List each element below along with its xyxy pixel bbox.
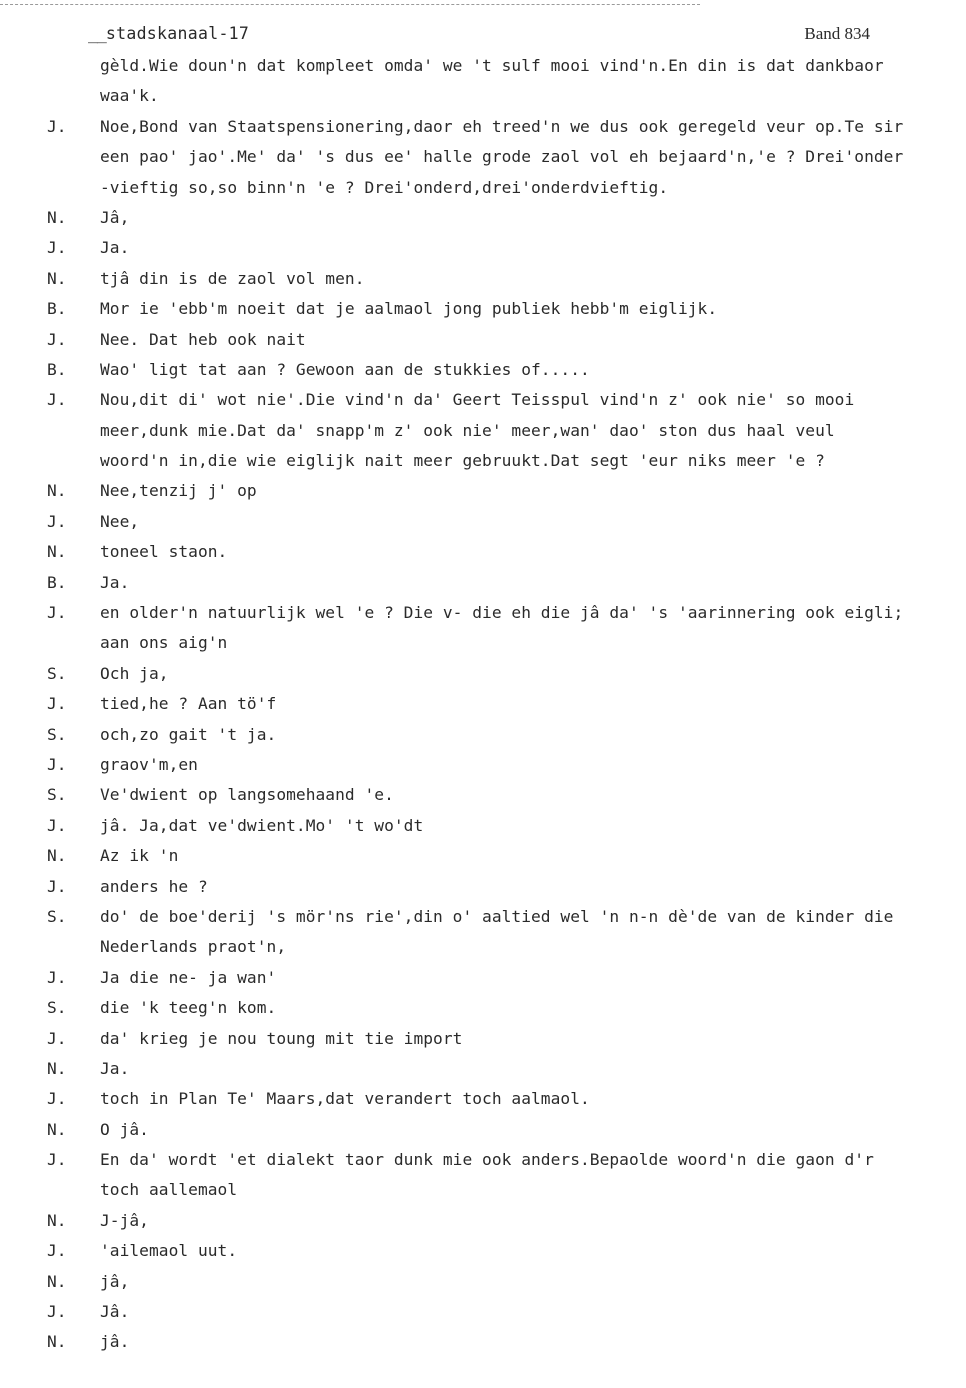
transcript-line	[0, 750, 966, 780]
utterance-text: Nee. Dat heb ook nait	[100, 329, 306, 349]
speaker-label: N.	[47, 207, 67, 227]
utterance-text: en older'n natuurlijk wel 'e ? Die v- die eh die jâ da' 's 'aarinnering ook eigli;	[100, 603, 904, 623]
transcript-line	[0, 507, 966, 537]
transcript-line	[0, 1267, 966, 1297]
utterance-text: aan ons aig'n	[100, 633, 228, 653]
transcript-line	[0, 1175, 966, 1205]
speaker-label: J.	[47, 1241, 67, 1261]
utterance-text: da' krieg je nou toung mit tie import	[100, 1028, 463, 1048]
utterance-text: 'ailemaol uut.	[100, 1241, 238, 1261]
transcript-line	[0, 1327, 966, 1357]
speaker-label: S.	[47, 785, 67, 805]
transcript-line	[0, 932, 966, 962]
speaker-label: N.	[47, 1210, 67, 1230]
transcript-line	[0, 1054, 966, 1084]
transcript-line	[0, 537, 966, 567]
transcript-line	[0, 142, 966, 172]
transcript-line	[0, 233, 966, 263]
utterance-text: -vieftig so,so binn'n 'e ? Drei'onderd,drei'onderdvieftig.	[100, 177, 669, 197]
speaker-label: B.	[47, 572, 67, 592]
speaker-label: N.	[47, 1271, 67, 1291]
speaker-label: J.	[47, 329, 67, 349]
transcript-line	[0, 1145, 966, 1175]
utterance-text: graov'm,en	[100, 754, 198, 774]
utterance-text: En da' wordt 'et dialekt taor dunk mie ook anders.Bepaolde woord'n die gaon d'r	[100, 1150, 874, 1170]
speaker-label: J.	[47, 116, 67, 136]
header-tape-id: __stadskanaal-17	[88, 24, 250, 43]
speaker-label: J.	[47, 694, 67, 714]
header-tape-id-text: stadskanaal-17	[105, 24, 250, 43]
speaker-label: J.	[47, 815, 67, 835]
utterance-text: Nou,dit di' wot nie'.Die vind'n da' Geert Teisspul vind'n z' ook nie' so mooi	[100, 390, 855, 410]
transcript-line	[0, 355, 966, 385]
utterance-text: Noe,Bond van Staatspensionering,daor eh treed'n we dus ook geregeld veur op.Te sir	[100, 116, 904, 136]
transcript-line	[0, 811, 966, 841]
speaker-label: S.	[47, 906, 67, 926]
utterance-text: Mor ie 'ebb'm noeit dat je aalmaol jong publiek hebb'm eiglijk.	[100, 299, 718, 319]
speaker-label: N.	[47, 268, 67, 288]
utterance-text: Nee,	[100, 511, 140, 531]
utterance-text: Och ja,	[100, 663, 169, 683]
transcript-line	[0, 689, 966, 719]
transcript-line	[0, 628, 966, 658]
utterance-text: Wao' ligt tat aan ? Gewoon aan de stukkies of.....	[100, 359, 590, 379]
speaker-label: N.	[47, 481, 67, 501]
utterance-text: Ja.	[100, 1058, 130, 1078]
transcript-line	[0, 203, 966, 233]
utterance-text: meer,dunk mie.Dat da' snapp'm z' ook nie' meer,wan' dao' ston dus haal veul	[100, 420, 835, 440]
transcript-line	[0, 112, 966, 142]
utterance-text: tied,he ? Aan tö'f	[100, 694, 277, 714]
utterance-text: woord'n in,die wie eiglijk nait meer gebruukt.Dat segt 'eur niks meer 'e ?	[100, 451, 825, 471]
transcript-line	[0, 446, 966, 476]
speaker-label: J.	[47, 876, 67, 896]
utterance-text: een pao' jao'.Me' da' 's dus ee' halle grode zaol vol eh bejaard'n,'e ? Drei'onder	[100, 147, 904, 167]
transcript-line	[0, 385, 966, 415]
transcript-line	[0, 659, 966, 689]
utterance-text: tjâ din is de zaol vol men.	[100, 268, 365, 288]
transcript-line	[0, 294, 966, 324]
speaker-label: B.	[47, 359, 67, 379]
transcript-line	[0, 325, 966, 355]
transcript-line	[0, 780, 966, 810]
utterance-text: toch aallemaol	[100, 1180, 238, 1200]
transcript-line	[0, 51, 966, 81]
utterance-text: gèld.Wie doun'n dat kompleet omda' we 't sulf mooi vind'n.En din is dat dankbaor	[100, 56, 884, 75]
utterance-text: Jâ.	[100, 1302, 130, 1322]
transcript-line	[0, 81, 966, 111]
speaker-label: S.	[47, 663, 67, 683]
speaker-label: J.	[47, 603, 67, 623]
transcript-line	[0, 1115, 966, 1145]
utterance-text: jâ. Ja,dat ve'dwient.Mo' 't wo'dt	[100, 815, 424, 835]
utterance-text: toneel staon.	[100, 542, 228, 562]
utterance-text: do' de boe'derij 's mör'ns rie',din o' aaltied wel 'n n-n dè'de van de kinder die	[100, 906, 894, 926]
transcript-line	[0, 963, 966, 993]
speaker-label: J.	[47, 511, 67, 531]
speaker-label: J.	[47, 1150, 67, 1170]
speaker-label: N.	[47, 1332, 67, 1352]
speaker-label: N.	[47, 846, 67, 866]
utterance-text: waa'k.	[100, 86, 159, 106]
transcript-line	[0, 1084, 966, 1114]
utterance-text: jâ.	[100, 1332, 130, 1352]
transcript-line	[0, 1297, 966, 1327]
transcript-line	[0, 872, 966, 902]
transcript-line	[0, 264, 966, 294]
speaker-label: J.	[47, 1028, 67, 1048]
top-scan-rule	[0, 4, 700, 5]
transcript-line	[0, 416, 966, 446]
speaker-label: S.	[47, 724, 67, 744]
utterance-text: J-jâ,	[100, 1210, 149, 1230]
transcript-line	[0, 1206, 966, 1236]
utterance-text: Ja.	[100, 572, 130, 592]
transcript-line	[0, 993, 966, 1023]
speaker-label: J.	[47, 967, 67, 987]
utterance-text: Jâ,	[100, 207, 130, 227]
speaker-label: J.	[47, 754, 67, 774]
speaker-label: J.	[47, 1302, 67, 1322]
speaker-label: N.	[47, 542, 67, 562]
transcript-line	[0, 841, 966, 871]
page-header	[88, 20, 870, 48]
speaker-label: J.	[47, 238, 67, 258]
transcript-line	[0, 173, 966, 203]
header-band-number: Band 834	[804, 24, 870, 43]
speaker-label: N.	[47, 1119, 67, 1139]
speaker-label: B.	[47, 299, 67, 319]
transcript-line	[0, 1024, 966, 1054]
transcript-body	[0, 51, 966, 1358]
transcript-line	[0, 598, 966, 628]
utterance-text: Nederlands praot'n,	[100, 937, 287, 957]
utterance-text: O jâ.	[100, 1119, 149, 1139]
utterance-text: toch in Plan Te' Maars,dat verandert toch aalmaol.	[100, 1089, 590, 1109]
transcript-line	[0, 476, 966, 506]
utterance-text: Ja die ne- ja wan'	[100, 967, 277, 987]
utterance-text: die 'k teeg'n kom.	[100, 998, 277, 1018]
utterance-text: Ja.	[100, 238, 130, 258]
utterance-text: Nee,tenzij j' op	[100, 481, 257, 501]
transcript-line	[0, 568, 966, 598]
transcript-line	[0, 1236, 966, 1266]
speaker-label: J.	[47, 1089, 67, 1109]
utterance-text: Ve'dwient op langsomehaand 'e.	[100, 785, 394, 805]
utterance-text: anders he ?	[100, 876, 208, 896]
utterance-text: jâ,	[100, 1271, 130, 1291]
speaker-label: J.	[47, 390, 67, 410]
speaker-label: S.	[47, 998, 67, 1018]
transcript-line	[0, 902, 966, 932]
utterance-text: Az ik 'n	[100, 846, 179, 866]
utterance-text: och,zo gait 't ja.	[100, 724, 277, 744]
transcript-line	[0, 720, 966, 750]
speaker-label: N.	[47, 1058, 67, 1078]
